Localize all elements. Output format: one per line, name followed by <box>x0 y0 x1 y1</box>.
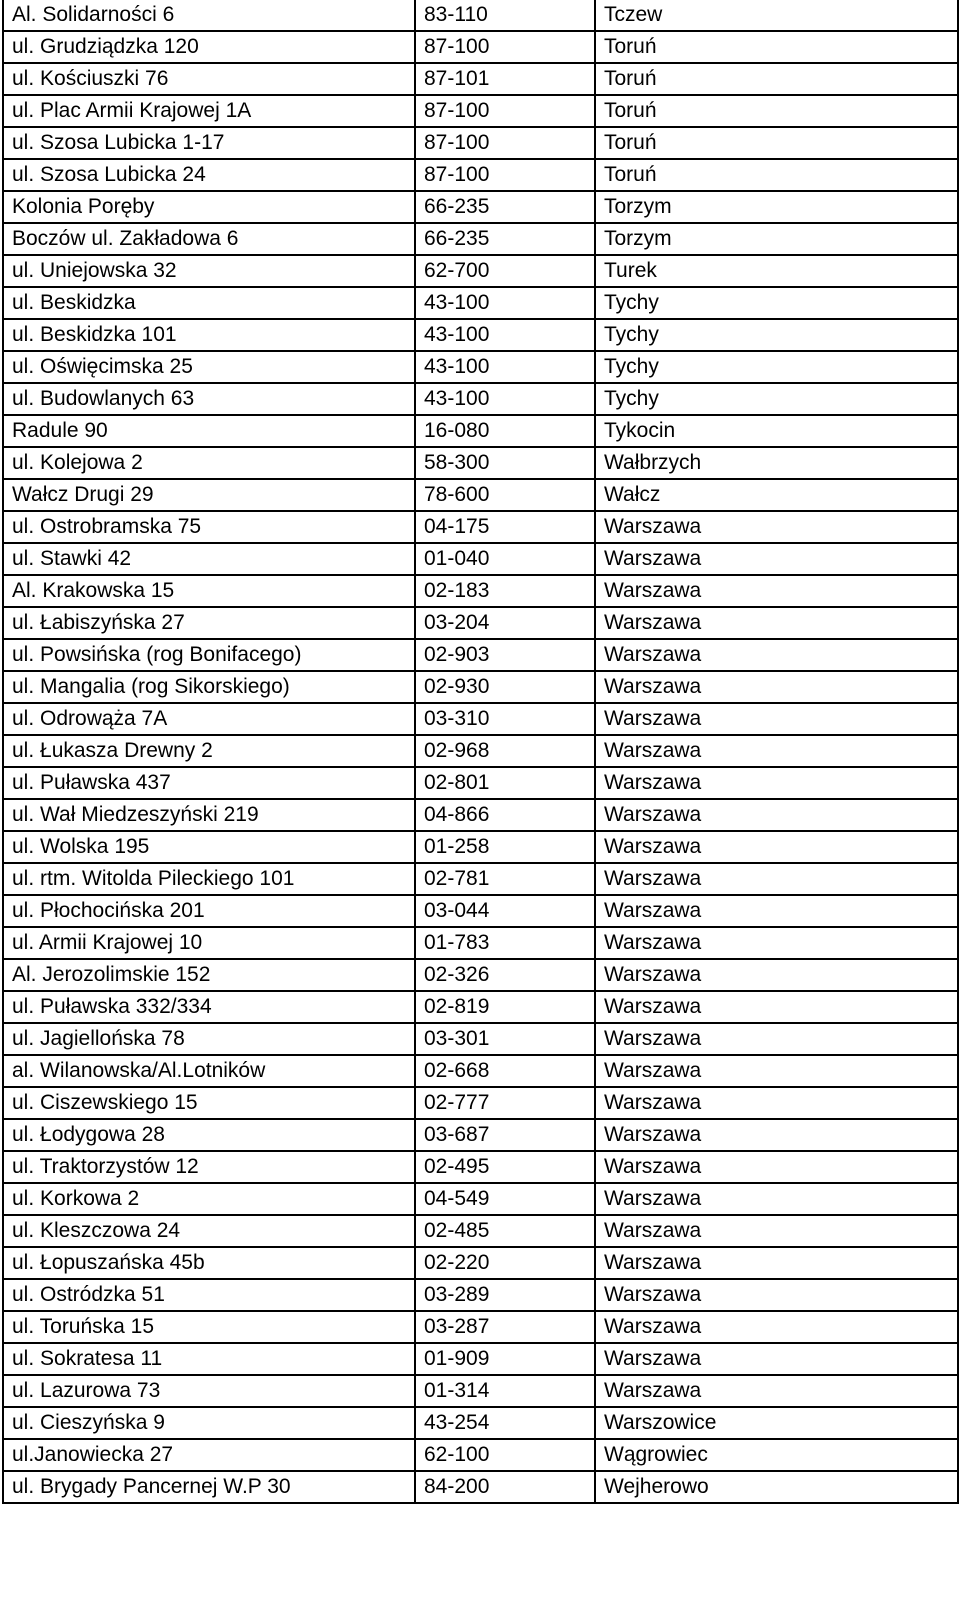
postal-code-cell: 43-100 <box>415 351 595 383</box>
table-row <box>3 1279 958 1311</box>
table-row <box>3 799 958 831</box>
table-row <box>3 1375 958 1407</box>
city-cell: Toruń <box>595 95 958 127</box>
table-row <box>3 223 958 255</box>
city-cell: Warszowice <box>595 1407 958 1439</box>
table-row <box>3 959 958 991</box>
table-row <box>3 607 958 639</box>
street-cell: Wałcz Drugi 29 <box>3 479 415 511</box>
street-cell: ul. Toruńska 15 <box>3 1311 415 1343</box>
city-cell: Warszawa <box>595 1311 958 1343</box>
city-cell: Toruń <box>595 159 958 191</box>
street-cell: ul. Beskidzka 101 <box>3 319 415 351</box>
city-cell: Warszawa <box>595 767 958 799</box>
street-cell: ul. Stawki 42 <box>3 543 415 575</box>
postal-code-cell: 43-100 <box>415 287 595 319</box>
street-cell: Al. Jerozolimskie 152 <box>3 959 415 991</box>
city-cell: Tychy <box>595 287 958 319</box>
table-row <box>3 31 958 63</box>
street-cell: ul. Brygady Pancernej W.P 30 <box>3 1471 415 1503</box>
city-cell: Warszawa <box>595 1247 958 1279</box>
postal-code-cell: 03-687 <box>415 1119 595 1151</box>
street-cell: ul. Odrowąża 7A <box>3 703 415 735</box>
street-cell: ul. Łabiszyńska 27 <box>3 607 415 639</box>
street-cell: ul. Łodygowa 28 <box>3 1119 415 1151</box>
city-cell: Warszawa <box>595 1279 958 1311</box>
postal-code-cell: 02-326 <box>415 959 595 991</box>
postal-code-cell: 01-258 <box>415 831 595 863</box>
postal-code-cell: 87-100 <box>415 159 595 191</box>
postal-code-cell: 66-235 <box>415 191 595 223</box>
postal-code-cell: 02-819 <box>415 991 595 1023</box>
table-row <box>3 703 958 735</box>
table-row <box>3 255 958 287</box>
address-table <box>2 0 959 1504</box>
city-cell: Warszawa <box>595 575 958 607</box>
table-row <box>3 95 958 127</box>
postal-code-cell: 02-903 <box>415 639 595 671</box>
postal-code-cell: 02-220 <box>415 1247 595 1279</box>
city-cell: Warszawa <box>595 543 958 575</box>
table-row <box>3 895 958 927</box>
street-cell: Al. Solidarności 6 <box>3 0 415 31</box>
street-cell: ul. Mangalia (rog Sikorskiego) <box>3 671 415 703</box>
street-cell: ul. Jagiellońska 78 <box>3 1023 415 1055</box>
city-cell: Warszawa <box>595 927 958 959</box>
city-cell: Warszawa <box>595 1023 958 1055</box>
postal-code-cell: 02-930 <box>415 671 595 703</box>
table-row <box>3 927 958 959</box>
table-row <box>3 1471 958 1503</box>
postal-code-cell: 02-777 <box>415 1087 595 1119</box>
street-cell: ul. Beskidzka <box>3 287 415 319</box>
city-cell: Tczew <box>595 0 958 31</box>
table-row <box>3 383 958 415</box>
street-cell: ul. Sokratesa 11 <box>3 1343 415 1375</box>
postal-code-cell: 02-495 <box>415 1151 595 1183</box>
postal-code-cell: 02-801 <box>415 767 595 799</box>
postal-code-cell: 87-100 <box>415 31 595 63</box>
table-row <box>3 1247 958 1279</box>
city-cell: Warszawa <box>595 511 958 543</box>
table-row <box>3 511 958 543</box>
postal-code-cell: 83-110 <box>415 0 595 31</box>
table-row <box>3 415 958 447</box>
street-cell: ul. Puławska 332/334 <box>3 991 415 1023</box>
table-row <box>3 1119 958 1151</box>
postal-code-cell: 01-909 <box>415 1343 595 1375</box>
postal-code-cell: 43-254 <box>415 1407 595 1439</box>
street-cell: ul. Grudziądzka 120 <box>3 31 415 63</box>
table-row <box>3 1055 958 1087</box>
street-cell: ul. Ciszewskiego 15 <box>3 1087 415 1119</box>
postal-code-cell: 04-175 <box>415 511 595 543</box>
postal-code-cell: 78-600 <box>415 479 595 511</box>
street-cell: ul. Ostrobramska 75 <box>3 511 415 543</box>
street-cell: ul. Wał Miedzeszyński 219 <box>3 799 415 831</box>
city-cell: Tychy <box>595 383 958 415</box>
city-cell: Warszawa <box>595 959 958 991</box>
table-row <box>3 127 958 159</box>
postal-code-cell: 87-100 <box>415 127 595 159</box>
city-cell: Torzym <box>595 223 958 255</box>
street-cell: ul. Powsińska (rog Bonifacego) <box>3 639 415 671</box>
city-cell: Toruń <box>595 31 958 63</box>
table-row <box>3 639 958 671</box>
street-cell: ul. Szosa Lubicka 1-17 <box>3 127 415 159</box>
postal-code-cell: 02-485 <box>415 1215 595 1247</box>
street-cell: ul. Kościuszki 76 <box>3 63 415 95</box>
city-cell: Torzym <box>595 191 958 223</box>
street-cell: ul. Oświęcimska 25 <box>3 351 415 383</box>
city-cell: Wejherowo <box>595 1471 958 1503</box>
street-cell: ul. Plac Armii Krajowej 1A <box>3 95 415 127</box>
postal-code-cell: 04-866 <box>415 799 595 831</box>
postal-code-cell: 62-100 <box>415 1439 595 1471</box>
street-cell: ul. rtm. Witolda Pileckiego 101 <box>3 863 415 895</box>
postal-code-cell: 43-100 <box>415 383 595 415</box>
table-row <box>3 191 958 223</box>
city-cell: Tykocin <box>595 415 958 447</box>
postal-code-cell: 87-100 <box>415 95 595 127</box>
postal-code-cell: 03-289 <box>415 1279 595 1311</box>
street-cell: ul. Lazurowa 73 <box>3 1375 415 1407</box>
street-cell: ul. Cieszyńska 9 <box>3 1407 415 1439</box>
street-cell: Boczów ul. Zakładowa 6 <box>3 223 415 255</box>
city-cell: Warszawa <box>595 991 958 1023</box>
city-cell: Warszawa <box>595 639 958 671</box>
city-cell: Tychy <box>595 351 958 383</box>
city-cell: Toruń <box>595 127 958 159</box>
table-row <box>3 1311 958 1343</box>
street-cell: ul. Płochocińska 201 <box>3 895 415 927</box>
street-cell: ul. Ostródzka 51 <box>3 1279 415 1311</box>
city-cell: Warszawa <box>595 1119 958 1151</box>
table-row <box>3 1087 958 1119</box>
city-cell: Warszawa <box>595 671 958 703</box>
street-cell: al. Wilanowska/Al.Lotników <box>3 1055 415 1087</box>
street-cell: ul. Kleszczowa 24 <box>3 1215 415 1247</box>
table-row <box>3 735 958 767</box>
table-row <box>3 0 958 31</box>
city-cell: Warszawa <box>595 1087 958 1119</box>
postal-code-cell: 02-781 <box>415 863 595 895</box>
city-cell: Warszawa <box>595 831 958 863</box>
postal-code-cell: 01-040 <box>415 543 595 575</box>
city-cell: Warszawa <box>595 703 958 735</box>
postal-code-cell: 03-310 <box>415 703 595 735</box>
postal-code-cell: 02-183 <box>415 575 595 607</box>
table-row <box>3 575 958 607</box>
street-cell: ul. Uniejowska 32 <box>3 255 415 287</box>
postal-code-cell: 16-080 <box>415 415 595 447</box>
table-row <box>3 319 958 351</box>
table-row <box>3 1183 958 1215</box>
city-cell: Turek <box>595 255 958 287</box>
city-cell: Tychy <box>595 319 958 351</box>
street-cell: Kolonia Poręby <box>3 191 415 223</box>
postal-code-cell: 58-300 <box>415 447 595 479</box>
city-cell: Warszawa <box>595 863 958 895</box>
table-row <box>3 479 958 511</box>
street-cell: Al. Krakowska 15 <box>3 575 415 607</box>
table-row <box>3 831 958 863</box>
postal-code-cell: 01-783 <box>415 927 595 959</box>
postal-code-cell: 02-968 <box>415 735 595 767</box>
postal-code-cell: 03-287 <box>415 1311 595 1343</box>
street-cell: ul. Traktorzystów 12 <box>3 1151 415 1183</box>
table-row <box>3 447 958 479</box>
street-cell: ul. Puławska 437 <box>3 767 415 799</box>
table-row <box>3 991 958 1023</box>
city-cell: Wągrowiec <box>595 1439 958 1471</box>
postal-code-cell: 04-549 <box>415 1183 595 1215</box>
postal-code-cell: 01-314 <box>415 1375 595 1407</box>
postal-code-cell: 03-204 <box>415 607 595 639</box>
city-cell: Warszawa <box>595 1055 958 1087</box>
city-cell: Warszawa <box>595 1183 958 1215</box>
street-cell: ul. Łopuszańska 45b <box>3 1247 415 1279</box>
table-row <box>3 1407 958 1439</box>
postal-code-cell: 62-700 <box>415 255 595 287</box>
postal-code-cell: 03-044 <box>415 895 595 927</box>
city-cell: Wałbrzych <box>595 447 958 479</box>
address-table-body <box>3 0 958 1503</box>
street-cell: ul. Armii Krajowej 10 <box>3 927 415 959</box>
street-cell: Radule 90 <box>3 415 415 447</box>
street-cell: ul. Szosa Lubicka 24 <box>3 159 415 191</box>
table-row <box>3 767 958 799</box>
street-cell: ul. Budowlanych 63 <box>3 383 415 415</box>
street-cell: ul. Wolska 195 <box>3 831 415 863</box>
city-cell: Warszawa <box>595 1375 958 1407</box>
table-row <box>3 863 958 895</box>
city-cell: Warszawa <box>595 735 958 767</box>
city-cell: Warszawa <box>595 607 958 639</box>
postal-code-cell: 03-301 <box>415 1023 595 1055</box>
postal-code-cell: 66-235 <box>415 223 595 255</box>
table-row <box>3 543 958 575</box>
street-cell: ul. Kolejowa 2 <box>3 447 415 479</box>
table-row <box>3 63 958 95</box>
city-cell: Wałcz <box>595 479 958 511</box>
table-row <box>3 1439 958 1471</box>
postal-code-cell: 02-668 <box>415 1055 595 1087</box>
postal-code-cell: 84-200 <box>415 1471 595 1503</box>
table-row <box>3 1343 958 1375</box>
city-cell: Warszawa <box>595 895 958 927</box>
city-cell: Warszawa <box>595 799 958 831</box>
table-row <box>3 351 958 383</box>
postal-code-cell: 43-100 <box>415 319 595 351</box>
street-cell: ul. Łukasza Drewny 2 <box>3 735 415 767</box>
street-cell: ul. Korkowa 2 <box>3 1183 415 1215</box>
city-cell: Warszawa <box>595 1151 958 1183</box>
city-cell: Warszawa <box>595 1343 958 1375</box>
table-row <box>3 1151 958 1183</box>
table-row <box>3 671 958 703</box>
city-cell: Toruń <box>595 63 958 95</box>
table-row <box>3 1023 958 1055</box>
table-row <box>3 159 958 191</box>
table-row <box>3 1215 958 1247</box>
street-cell: ul.Janowiecka 27 <box>3 1439 415 1471</box>
city-cell: Warszawa <box>595 1215 958 1247</box>
postal-code-cell: 87-101 <box>415 63 595 95</box>
table-row <box>3 287 958 319</box>
